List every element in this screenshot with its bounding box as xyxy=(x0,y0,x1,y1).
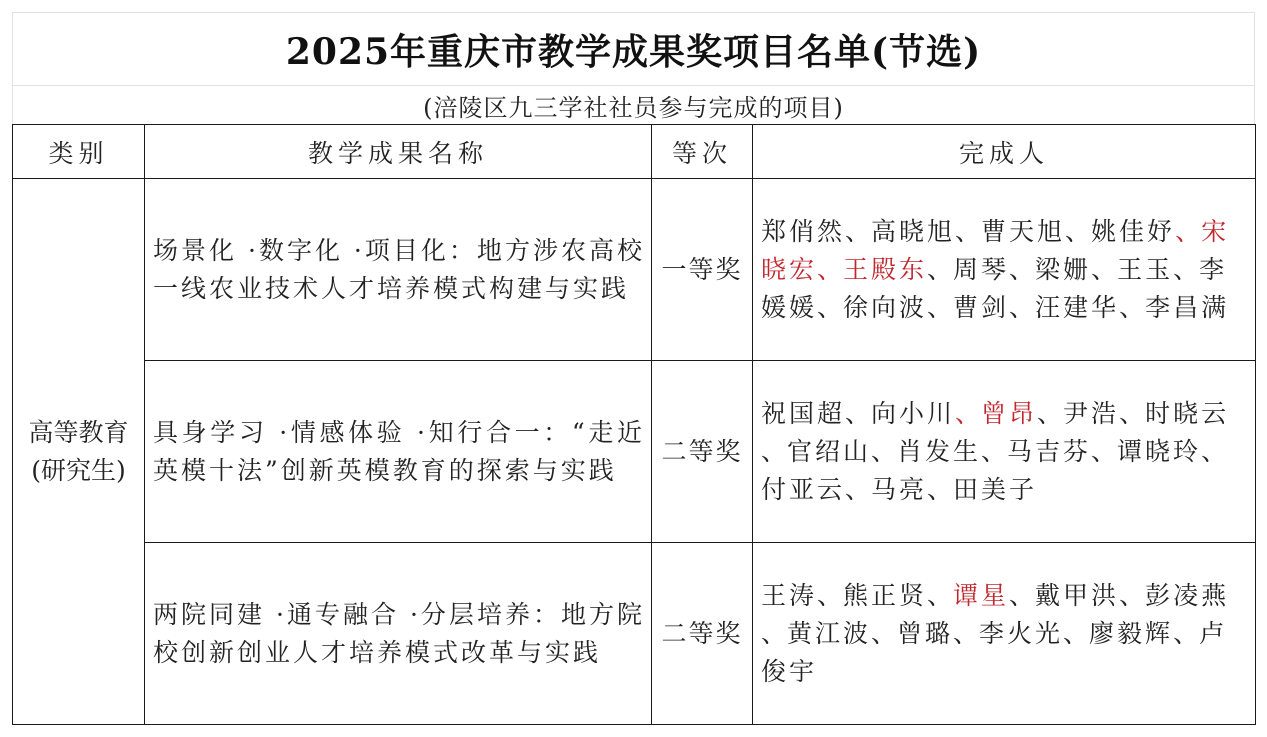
category-line-2: (研究生) xyxy=(31,455,126,485)
name-separator: 、 xyxy=(1119,580,1145,610)
achievement-name: 具身学习 ·情感体验 ·知行合一：“走近英模十法”创新英模教育的探索与实践 xyxy=(145,361,652,543)
name-separator: 、 xyxy=(871,436,897,466)
table-row xyxy=(13,543,1256,725)
award-level: 一等奖 xyxy=(652,179,753,361)
name-separator: 、 xyxy=(817,292,843,322)
title-box xyxy=(12,12,1255,86)
name-separator: 、 xyxy=(927,580,953,610)
person-name: 李昌满 xyxy=(1145,292,1230,322)
name-separator: 、 xyxy=(1119,292,1145,322)
person-name: 肖发生 xyxy=(897,436,982,466)
award-level: 二等奖 xyxy=(652,543,753,725)
header-name: 教学成果名称 xyxy=(145,125,652,179)
person-name: 时晓云 xyxy=(1145,398,1230,428)
person-name: 马亮 xyxy=(871,474,928,504)
person-name: 向小川 xyxy=(871,398,956,428)
achievement-name: 两院同建 ·通专融合 ·分层培养：地方院校创新创业人才培养模式改革与实践 xyxy=(145,543,652,725)
name-separator: 、 xyxy=(1037,398,1063,428)
name-separator: 、 xyxy=(1009,580,1035,610)
person-name: 姚佳妤 xyxy=(1091,216,1176,246)
header-row xyxy=(13,125,1256,179)
person-name: 徐向波 xyxy=(843,292,928,322)
name-separator: 、 xyxy=(1173,618,1199,648)
person-name: 周琴 xyxy=(953,254,1010,284)
name-separator: 、 xyxy=(927,254,953,284)
person-name: 王玉 xyxy=(1117,254,1174,284)
name-separator: 、 xyxy=(1173,254,1199,284)
name-separator: 、 xyxy=(955,398,981,428)
person-name: 曹天旭 xyxy=(981,216,1066,246)
person-name: 梁姗 xyxy=(1035,254,1092,284)
person-name: 尹浩 xyxy=(1063,398,1120,428)
person-name: 马吉芬 xyxy=(1007,436,1092,466)
person-name: 熊正贤 xyxy=(843,580,928,610)
name-separator: 、 xyxy=(871,618,897,648)
people-list xyxy=(753,543,1256,725)
header-people: 完成人 xyxy=(753,125,1256,179)
name-separator: 、 xyxy=(845,398,871,428)
person-name: 谭晓玲 xyxy=(1117,436,1202,466)
name-separator: 、 xyxy=(955,216,981,246)
person-name: 戴甲洪 xyxy=(1035,580,1120,610)
person-name: 高晓旭 xyxy=(871,216,956,246)
table-row xyxy=(13,179,1256,361)
person-name: 谭星 xyxy=(953,580,1010,610)
person-name: 曾昂 xyxy=(981,398,1038,428)
name-separator: 、 xyxy=(1119,398,1145,428)
name-separator: 、 xyxy=(817,580,843,610)
document-subtitle: (涪陵区九三学社社员参与完成的项目) xyxy=(423,93,844,122)
name-separator: 、 xyxy=(1065,216,1091,246)
name-separator: 、 xyxy=(981,436,1007,466)
name-separator: 、 xyxy=(1175,216,1201,246)
name-separator: 、 xyxy=(927,474,953,504)
name-separator: 、 xyxy=(1009,292,1035,322)
name-separator: 、 xyxy=(1063,618,1089,648)
person-name: 祝国超 xyxy=(761,398,846,428)
name-separator: 、 xyxy=(817,254,843,284)
person-name: 李媛媛 xyxy=(761,254,1228,322)
name-separator: 、 xyxy=(1009,254,1035,284)
name-separator: 、 xyxy=(1091,436,1117,466)
person-name: 黄江波 xyxy=(787,618,872,648)
name-separator: 、 xyxy=(953,618,979,648)
people-list xyxy=(753,179,1256,361)
person-name: 曾璐 xyxy=(897,618,954,648)
category-line-1: 高等教育 xyxy=(28,417,129,447)
person-name: 田美子 xyxy=(953,474,1038,504)
person-name: 王涛 xyxy=(761,580,818,610)
table-row xyxy=(13,361,1256,543)
people-list xyxy=(753,361,1256,543)
subtitle-box xyxy=(12,86,1255,124)
achievement-name: 场景化 ·数字化 ·项目化：地方涉农高校一线农业技术人才培养模式构建与实践 xyxy=(145,179,652,361)
name-separator: 、 xyxy=(1201,436,1227,466)
person-name: 李火光 xyxy=(979,618,1064,648)
person-name: 彭凌燕 xyxy=(1145,580,1230,610)
name-separator: 、 xyxy=(845,474,871,504)
person-name: 曹剑 xyxy=(953,292,1010,322)
person-name: 卢俊宇 xyxy=(761,618,1228,686)
person-name: 郑俏然 xyxy=(761,216,846,246)
name-separator: 、 xyxy=(1091,254,1117,284)
person-name: 付亚云 xyxy=(761,474,846,504)
person-name: 汪建华 xyxy=(1035,292,1120,322)
document-title: 2025年重庆市教学成果奖项目名单(节选) xyxy=(285,30,982,73)
name-separator: 、 xyxy=(761,436,787,466)
award-level: 二等奖 xyxy=(652,361,753,543)
awards-table xyxy=(12,124,1256,725)
category-cell xyxy=(13,179,145,725)
person-name: 宋晓宏 xyxy=(761,216,1230,284)
header-level: 等次 xyxy=(652,125,753,179)
person-name: 王殿东 xyxy=(843,254,928,284)
name-separator: 、 xyxy=(845,216,871,246)
name-separator: 、 xyxy=(927,292,953,322)
person-name: 官绍山 xyxy=(787,436,872,466)
person-name: 廖毅辉 xyxy=(1089,618,1174,648)
header-category: 类别 xyxy=(13,125,145,179)
name-separator: 、 xyxy=(761,618,787,648)
